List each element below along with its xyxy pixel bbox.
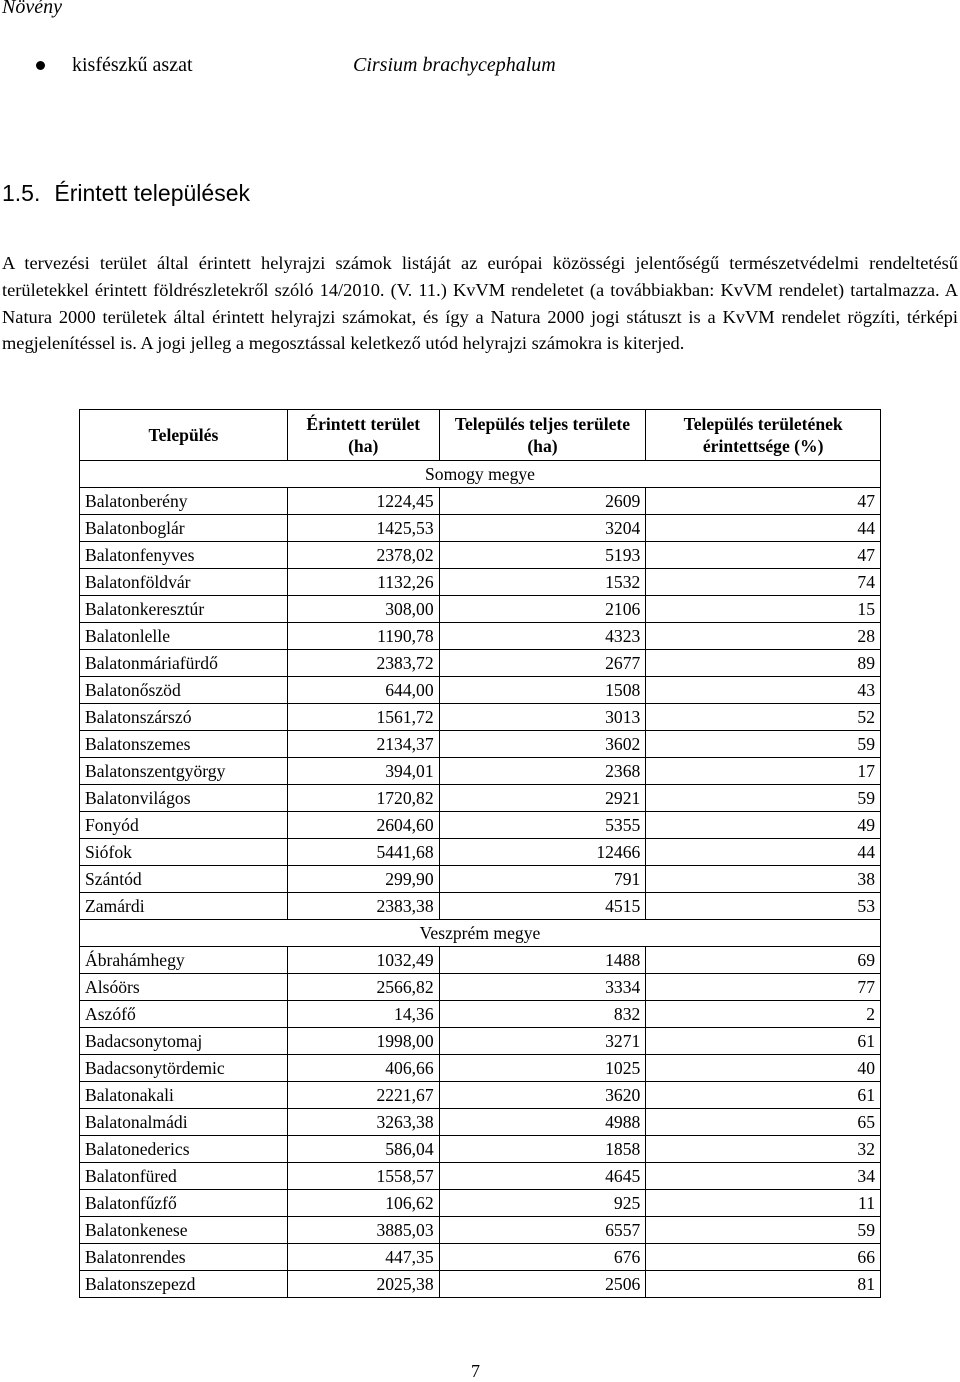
- county-group-row: [80, 920, 881, 947]
- settlement-name-cell: Siófok: [80, 839, 288, 866]
- table-row: [80, 785, 881, 812]
- total-area-cell: 2106: [439, 596, 646, 623]
- settlement-name-cell: Balatonakali: [80, 1082, 288, 1109]
- affected-percent-cell: 53: [646, 893, 881, 920]
- affected-area-cell: 1720,82: [287, 785, 439, 812]
- table-row: [80, 515, 881, 542]
- table-row: [80, 596, 881, 623]
- table-row: [80, 1109, 881, 1136]
- table-row: [80, 1163, 881, 1190]
- affected-area-cell: 299,90: [287, 866, 439, 893]
- species-bullet: [36, 54, 556, 77]
- affected-percent-cell: 74: [646, 569, 881, 596]
- affected-percent-cell: 40: [646, 1055, 881, 1082]
- total-area-cell: 3334: [439, 974, 646, 1001]
- total-area-cell: 3602: [439, 731, 646, 758]
- table-row: [80, 1271, 881, 1298]
- total-area-cell: 3271: [439, 1028, 646, 1055]
- county-name: Veszprém megye: [80, 920, 881, 947]
- total-area-cell: 2677: [439, 650, 646, 677]
- table-row: [80, 488, 881, 515]
- table-row: [80, 704, 881, 731]
- affected-percent-cell: 66: [646, 1244, 881, 1271]
- table-row: [80, 1217, 881, 1244]
- affected-percent-cell: 2: [646, 1001, 881, 1028]
- affected-area-cell: 2025,38: [287, 1271, 439, 1298]
- column-header: Település teljes területe (ha): [439, 410, 646, 461]
- affected-area-cell: 2383,72: [287, 650, 439, 677]
- settlement-name-cell: Szántód: [80, 866, 288, 893]
- affected-percent-cell: 44: [646, 839, 881, 866]
- affected-percent-cell: 61: [646, 1028, 881, 1055]
- table-row: [80, 542, 881, 569]
- settlement-name-cell: Balatonőszöd: [80, 677, 288, 704]
- affected-percent-cell: 47: [646, 488, 881, 515]
- species-latin-name: Cirsium brachycephalum: [353, 54, 556, 76]
- affected-area-cell: 2383,38: [287, 893, 439, 920]
- affected-area-cell: 308,00: [287, 596, 439, 623]
- settlement-name-cell: Balatonkeresztúr: [80, 596, 288, 623]
- affected-percent-cell: 15: [646, 596, 881, 623]
- settlement-name-cell: Balatonederics: [80, 1136, 288, 1163]
- table-row: [80, 569, 881, 596]
- total-area-cell: 12466: [439, 839, 646, 866]
- county-name: Somogy megye: [80, 461, 881, 488]
- section-heading: [2, 180, 250, 207]
- total-area-cell: 4323: [439, 623, 646, 650]
- total-area-cell: 2921: [439, 785, 646, 812]
- settlement-name-cell: Balatonszemes: [80, 731, 288, 758]
- total-area-cell: 2609: [439, 488, 646, 515]
- settlement-name-cell: Balatonberény: [80, 488, 288, 515]
- affected-area-cell: 1132,26: [287, 569, 439, 596]
- affected-area-cell: 2566,82: [287, 974, 439, 1001]
- total-area-cell: 4645: [439, 1163, 646, 1190]
- affected-percent-cell: 59: [646, 1217, 881, 1244]
- section-number: 1.5.: [2, 180, 41, 206]
- bullet-icon: [36, 61, 45, 70]
- table-row: [80, 731, 881, 758]
- settlement-name-cell: Ábrahámhegy: [80, 947, 288, 974]
- settlement-name-cell: Balatonboglár: [80, 515, 288, 542]
- affected-area-cell: 1190,78: [287, 623, 439, 650]
- total-area-cell: 3013: [439, 704, 646, 731]
- settlement-name-cell: Zamárdi: [80, 893, 288, 920]
- settlement-name-cell: Balatonkenese: [80, 1217, 288, 1244]
- body-paragraph: A tervezési terület által érintett helyrajzi számok listáját az európai közösségi jelentőségű természetvédelmi rendeltetésű területekkel érintett földrészletekről szóló 14/2010. (V. 11.) KvVM rendeletet (a továbbiakban: KvVM rendelet) tartalmazza. A Natura 2000 területek által érintett helyrajzi számokat, és így a Natura 2000 jogi státuszt is a KvVM rendelet rögzíti, térképi megjelenítéssel is. A jogi jelleg a megosztással keletkező utód helyrajzi számokra is kiterjed.: [2, 253, 958, 354]
- total-area-cell: 1532: [439, 569, 646, 596]
- affected-percent-cell: 17: [646, 758, 881, 785]
- settlement-name-cell: Balatonszentgyörgy: [80, 758, 288, 785]
- settlement-name-cell: Balatonföldvár: [80, 569, 288, 596]
- total-area-cell: 832: [439, 1001, 646, 1028]
- total-area-cell: 2368: [439, 758, 646, 785]
- affected-percent-cell: 43: [646, 677, 881, 704]
- affected-percent-cell: 52: [646, 704, 881, 731]
- table-row: [80, 947, 881, 974]
- settlements-table: [79, 409, 881, 1298]
- affected-percent-cell: 49: [646, 812, 881, 839]
- total-area-cell: 6557: [439, 1217, 646, 1244]
- affected-area-cell: 1558,57: [287, 1163, 439, 1190]
- section-title: Érintett települések: [54, 180, 250, 206]
- settlement-name-cell: Balatonalmádi: [80, 1109, 288, 1136]
- settlement-name-cell: Balatonfűzfő: [80, 1190, 288, 1217]
- affected-area-cell: 3263,38: [287, 1109, 439, 1136]
- settlement-name-cell: Badacsonytomaj: [80, 1028, 288, 1055]
- table-row: [80, 866, 881, 893]
- affected-percent-cell: 59: [646, 785, 881, 812]
- total-area-cell: 1508: [439, 677, 646, 704]
- table-row: [80, 1055, 881, 1082]
- affected-percent-cell: 65: [646, 1109, 881, 1136]
- total-area-cell: 676: [439, 1244, 646, 1271]
- settlement-name-cell: Fonyód: [80, 812, 288, 839]
- affected-area-cell: 586,04: [287, 1136, 439, 1163]
- total-area-cell: 925: [439, 1190, 646, 1217]
- running-header: Növény: [2, 0, 62, 18]
- table-body: [80, 461, 881, 1298]
- total-area-cell: 5193: [439, 542, 646, 569]
- table-row: [80, 1082, 881, 1109]
- affected-percent-cell: 32: [646, 1136, 881, 1163]
- column-header: Település területének érintettsége (%): [646, 410, 881, 461]
- affected-percent-cell: 81: [646, 1271, 881, 1298]
- table-row: [80, 1136, 881, 1163]
- table-row: [80, 839, 881, 866]
- total-area-cell: 1488: [439, 947, 646, 974]
- settlement-name-cell: Balatonfenyves: [80, 542, 288, 569]
- table-row: [80, 650, 881, 677]
- table-row: [80, 1244, 881, 1271]
- settlement-name-cell: Balatonszárszó: [80, 704, 288, 731]
- total-area-cell: 1025: [439, 1055, 646, 1082]
- settlement-name-cell: Balatonlelle: [80, 623, 288, 650]
- affected-area-cell: 3885,03: [287, 1217, 439, 1244]
- affected-percent-cell: 28: [646, 623, 881, 650]
- table-row: [80, 893, 881, 920]
- table-row: [80, 1028, 881, 1055]
- table-row: [80, 1001, 881, 1028]
- table-row: [80, 623, 881, 650]
- total-area-cell: 4515: [439, 893, 646, 920]
- table-row: [80, 812, 881, 839]
- affected-percent-cell: 69: [646, 947, 881, 974]
- affected-percent-cell: 11: [646, 1190, 881, 1217]
- affected-percent-cell: 77: [646, 974, 881, 1001]
- table-row: [80, 677, 881, 704]
- total-area-cell: 3204: [439, 515, 646, 542]
- affected-area-cell: 447,35: [287, 1244, 439, 1271]
- column-header: Érintett terület (ha): [287, 410, 439, 461]
- affected-area-cell: 2221,67: [287, 1082, 439, 1109]
- affected-area-cell: 2134,37: [287, 731, 439, 758]
- affected-area-cell: 106,62: [287, 1190, 439, 1217]
- affected-area-cell: 1224,45: [287, 488, 439, 515]
- affected-percent-cell: 44: [646, 515, 881, 542]
- total-area-cell: 791: [439, 866, 646, 893]
- affected-area-cell: 1998,00: [287, 1028, 439, 1055]
- settlement-name-cell: Balatonrendes: [80, 1244, 288, 1271]
- total-area-cell: 5355: [439, 812, 646, 839]
- table-row: [80, 758, 881, 785]
- affected-percent-cell: 59: [646, 731, 881, 758]
- page-number: 7: [471, 1361, 480, 1381]
- affected-area-cell: 394,01: [287, 758, 439, 785]
- total-area-cell: 3620: [439, 1082, 646, 1109]
- affected-percent-cell: 61: [646, 1082, 881, 1109]
- table-header-row: [80, 410, 881, 461]
- settlement-name-cell: Aszófő: [80, 1001, 288, 1028]
- affected-area-cell: 2378,02: [287, 542, 439, 569]
- affected-percent-cell: 34: [646, 1163, 881, 1190]
- settlement-name-cell: Balatonfüred: [80, 1163, 288, 1190]
- affected-area-cell: 1561,72: [287, 704, 439, 731]
- settlement-name-cell: Badacsonytördemic: [80, 1055, 288, 1082]
- affected-area-cell: 1032,49: [287, 947, 439, 974]
- affected-area-cell: 406,66: [287, 1055, 439, 1082]
- total-area-cell: 1858: [439, 1136, 646, 1163]
- total-area-cell: 4988: [439, 1109, 646, 1136]
- affected-percent-cell: 38: [646, 866, 881, 893]
- county-group-row: [80, 461, 881, 488]
- settlement-name-cell: Alsóörs: [80, 974, 288, 1001]
- affected-area-cell: 5441,68: [287, 839, 439, 866]
- affected-percent-cell: 47: [646, 542, 881, 569]
- affected-area-cell: 1425,53: [287, 515, 439, 542]
- total-area-cell: 2506: [439, 1271, 646, 1298]
- species-common-name: kisfészkű aszat: [72, 54, 193, 76]
- affected-area-cell: 644,00: [287, 677, 439, 704]
- settlement-name-cell: Balatonszepezd: [80, 1271, 288, 1298]
- column-header: Település: [80, 410, 288, 461]
- table-row: [80, 1190, 881, 1217]
- affected-area-cell: 14,36: [287, 1001, 439, 1028]
- affected-percent-cell: 89: [646, 650, 881, 677]
- settlement-name-cell: Balatonvilágos: [80, 785, 288, 812]
- settlement-name-cell: Balatonmáriafürdő: [80, 650, 288, 677]
- table-row: [80, 974, 881, 1001]
- affected-area-cell: 2604,60: [287, 812, 439, 839]
